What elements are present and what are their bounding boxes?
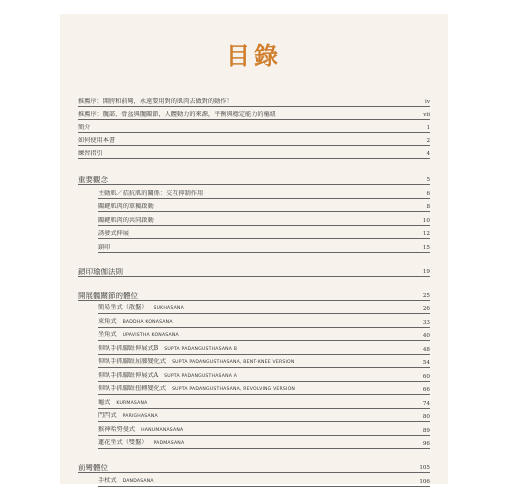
toc-entry-page-number: 26 bbox=[422, 306, 430, 312]
toc-entry-title: 束角式 bbox=[98, 317, 117, 325]
toc-entry[interactable] bbox=[98, 409, 430, 423]
toc-entry-page-number: 10 bbox=[422, 217, 430, 224]
toc-entry-page-number: 66 bbox=[422, 387, 430, 393]
toc-entry-title: 關鍵肌肉的共同啟動 bbox=[98, 216, 154, 224]
toc-entry-sanskrit: BADDHA KONASANA bbox=[122, 319, 173, 325]
toc-entry-title: 推薦序：開胯和前彎，永遠要用對的肌肉去做對的動作！ bbox=[78, 98, 233, 105]
section-heading-label: 開展髖關節的體位 bbox=[78, 291, 138, 300]
toc-entry-page-number: 8 bbox=[426, 204, 430, 210]
section-heading-label: 鎖印瑜伽法則 bbox=[78, 267, 123, 276]
toc-entry-page-number: vii bbox=[423, 112, 430, 118]
toc-entry-label bbox=[98, 372, 237, 381]
section-gap bbox=[78, 253, 430, 264]
toc-entry[interactable] bbox=[98, 199, 430, 213]
toc-entry[interactable] bbox=[98, 185, 430, 199]
toc-entry[interactable] bbox=[98, 422, 430, 436]
toc-entry-sanskrit: KURMASANA bbox=[116, 400, 148, 406]
toc-entry-label bbox=[98, 318, 173, 327]
section-heading-label: 前彎體位 bbox=[78, 464, 108, 472]
toc-entry-title: 如何使用本書 bbox=[78, 137, 116, 144]
toc-entry-page-number: 80 bbox=[422, 414, 430, 420]
toc-entry-title: 猴神哈努曼式 bbox=[98, 425, 136, 433]
toc-entry-label bbox=[98, 426, 183, 435]
toc-entry-label bbox=[98, 190, 203, 198]
toc-entry-title: 仰臥手抓腳趾伸展式A bbox=[98, 371, 159, 379]
toc-entry-page-number: 96 bbox=[422, 441, 430, 447]
toc-entry-label bbox=[98, 412, 158, 421]
toc-entry-title: 練習指引 bbox=[78, 150, 103, 157]
toc-list bbox=[78, 94, 430, 487]
toc-entry-sanskrit: HANUMANASANA bbox=[141, 427, 184, 433]
toc-entry-title: 簡易坐式（散盤） bbox=[98, 304, 148, 311]
section-gap bbox=[78, 159, 430, 172]
toc-entry-title: 蓮花坐式（雙盤） bbox=[98, 439, 148, 446]
toc-entry-label bbox=[98, 203, 154, 211]
toc-entry[interactable] bbox=[98, 301, 430, 315]
toc-entry-label bbox=[98, 385, 295, 394]
toc-entry[interactable] bbox=[78, 120, 430, 133]
toc-entry-page-number: 74 bbox=[422, 400, 430, 407]
toc-entry-sanskrit: SUPTA PADANGUSTHASANA, BENT-KNEE VERSION bbox=[172, 360, 295, 365]
toc-entry-sanskrit: UPAVISTHA KONASANA bbox=[122, 333, 179, 338]
toc-entry-label bbox=[98, 230, 129, 238]
toc-entry-title: 關鍵肌肉的單獨啟動 bbox=[98, 203, 154, 210]
section-heading-label: 重要觀念 bbox=[78, 176, 108, 184]
toc-section-heading[interactable] bbox=[78, 288, 430, 301]
toc-entry-page-number: 6 bbox=[426, 190, 430, 197]
toc-entry-title: 簡介 bbox=[78, 124, 91, 131]
toc-entry-sanskrit: SUPTA PADANGUSTHASANA, REVOLVING VERSION bbox=[172, 387, 296, 392]
toc-entry-page-number: 1 bbox=[426, 125, 430, 131]
toc-entry-label bbox=[98, 217, 154, 225]
toc-entry-title: 仰臥手抓腳趾扭轉變化式 bbox=[98, 385, 167, 392]
toc-entry-sanskrit: PARIGHASANA bbox=[122, 414, 158, 419]
toc-entry[interactable] bbox=[98, 473, 430, 487]
toc-entry-title: 誘發式伸展 bbox=[98, 230, 129, 237]
toc-entry-label bbox=[78, 111, 276, 119]
toc-entry-page-number: 2 bbox=[426, 138, 430, 144]
toc-entry-label bbox=[98, 439, 184, 448]
toc-entry-label bbox=[98, 331, 179, 340]
toc-entry-title: 仰臥手抓腳趾屈膝變化式 bbox=[98, 358, 167, 365]
toc-entry-page-number: 54 bbox=[422, 360, 430, 366]
toc-entry-label bbox=[78, 150, 103, 158]
toc-entry-label bbox=[98, 399, 147, 408]
toc-entry-title: 仰臥手抓腳趾伸展式B bbox=[98, 344, 159, 352]
toc-entry-label bbox=[98, 304, 184, 313]
toc-entry-label bbox=[78, 124, 90, 132]
toc-entry-page-number: 106 bbox=[419, 478, 430, 485]
toc-entry-sanskrit: SUPTA PADANGUSTHASANA A bbox=[164, 373, 238, 379]
section-page-number: 19 bbox=[422, 268, 430, 275]
page-title: 目錄 bbox=[226, 42, 282, 70]
toc-entry-page-number: 60 bbox=[422, 373, 430, 380]
toc-entry[interactable] bbox=[98, 341, 430, 355]
toc-entry-label bbox=[78, 137, 115, 145]
toc-entry[interactable] bbox=[78, 146, 430, 159]
toc-entry-label bbox=[78, 98, 233, 106]
toc-entry-label bbox=[98, 477, 154, 486]
toc-entry[interactable] bbox=[98, 368, 430, 382]
toc-entry-page-number: 40 bbox=[422, 333, 430, 339]
toc-entry-title: 鎖印 bbox=[98, 243, 111, 251]
section-gap bbox=[78, 277, 430, 288]
toc-entry[interactable] bbox=[78, 133, 430, 146]
toc-entry-title: 門閂式 bbox=[98, 412, 117, 419]
toc-entry-sanskrit: DANDASANA bbox=[122, 478, 154, 484]
toc-entry-page-number: 33 bbox=[422, 319, 430, 326]
toc-entry-title: 手杖式 bbox=[98, 476, 117, 484]
toc-entry-page-number: 15 bbox=[422, 244, 430, 251]
toc-entry-page-number: 89 bbox=[422, 427, 430, 434]
toc-entry-title: 主動肌／拮抗肌的關係：交互抑制作用 bbox=[98, 189, 204, 197]
toc-entry-sanskrit: PADMASANA bbox=[153, 441, 185, 446]
toc-section-heading[interactable] bbox=[78, 264, 430, 277]
toc-entry[interactable] bbox=[98, 239, 430, 253]
toc-entry-label bbox=[98, 244, 110, 252]
section-page-number: 25 bbox=[422, 292, 430, 299]
toc-entry-sanskrit: SUPTA PADANGUSTHASANA B bbox=[164, 346, 238, 352]
toc-entry[interactable] bbox=[98, 436, 430, 450]
toc-entry-title: 龜式 bbox=[98, 398, 111, 406]
toc-entry[interactable] bbox=[98, 395, 430, 409]
toc-entry[interactable] bbox=[98, 212, 430, 226]
toc-entry-label bbox=[98, 345, 237, 354]
toc-entry-label bbox=[98, 358, 295, 367]
toc-entry[interactable] bbox=[78, 94, 430, 107]
toc-entry-page-number: 12 bbox=[422, 231, 430, 237]
toc-entry[interactable] bbox=[78, 107, 430, 120]
toc-entry[interactable] bbox=[98, 226, 430, 240]
toc-section-heading[interactable] bbox=[78, 460, 430, 473]
toc-entry-sanskrit: SUKHASANA bbox=[153, 306, 184, 311]
section-page-number: 105 bbox=[419, 465, 430, 471]
toc-entry[interactable] bbox=[98, 328, 430, 342]
toc-entry-page-number: 4 bbox=[426, 151, 430, 157]
toc-entry[interactable] bbox=[98, 355, 430, 369]
toc-section-heading[interactable] bbox=[78, 172, 430, 185]
section-gap bbox=[78, 449, 430, 460]
toc-entry-title: 推薦序：髖部、骨盆與髖關節，人體動力的來源，平衡與穩定能力的樞紐 bbox=[78, 111, 276, 118]
toc-entry-page-number: 48 bbox=[422, 346, 430, 353]
toc-entry[interactable] bbox=[98, 382, 430, 396]
toc-entry-page-number: iv bbox=[425, 99, 430, 105]
toc-entry-title: 坐角式 bbox=[98, 331, 117, 338]
toc-entry[interactable] bbox=[98, 314, 430, 328]
toc-page bbox=[60, 14, 448, 484]
section-page-number: 5 bbox=[426, 177, 430, 183]
